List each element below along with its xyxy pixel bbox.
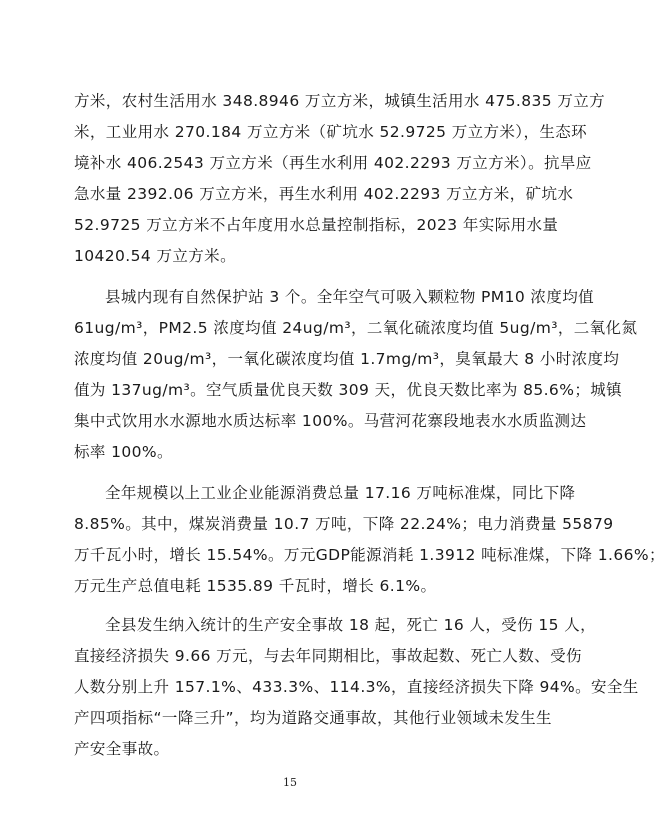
text-line: 急水量 2392.06 万立方米，再生水利用 402.2293 万立方米，矿坑水 (74, 185, 574, 203)
text-line: 县城内现有自然保护站 3 个。全年空气可吸入颗粒物 PM10 浓度均值 (105, 288, 595, 306)
text-line: 52.9725 万立方米不占年度用水总量控制指标，2023 年实际用水量 (74, 216, 559, 234)
text-line: 人数分别上升 157.1%、433.3%、114.3%，直接经济损失下降 94%。安全生 (74, 678, 639, 696)
text-line: 值为 137ug/m³。空气质量优良天数 309 天，优良天数比率为 85.6%；城镇 (74, 381, 623, 399)
text-line: 万元生产总值电耗 1535.89 千瓦时，增长 6.1%。 (74, 577, 437, 595)
text-line: 全县发生纳入统计的生产安全事故 18 起，死亡 16 人，受伤 15 人， (105, 616, 597, 634)
text-line: 浓度均值 20ug/m³，一氧化碳浓度均值 1.7mg/m³，臭氧最大 8 小时浓度均 (74, 350, 620, 368)
text-line: 集中式饮用水水源地水质达标率 100%。马营河花寨段地表水水质监测达 (74, 412, 587, 430)
text-line: 8.85%。其中，煤炭消费量 10.7 万吨，下降 22.24%；电力消费量 55879 (74, 515, 614, 533)
text-line: 境补水 406.2543 万立方米（再生水利用 402.2293 万立方米）。抗旱应 (74, 154, 592, 172)
text-line: 61ug/m³，PM2.5 浓度均值 24ug/m³，二氧化硫浓度均值 5ug/m³，二氧化氮 (74, 319, 638, 337)
text-line: 10420.54 万立方米。 (74, 247, 236, 265)
text-line: 产安全事故。 (74, 740, 170, 758)
paragraph-water-usage (74, 86, 606, 272)
text-line: 全年规模以上工业企业能源消费总量 17.16 万吨标准煤，同比下降 (105, 484, 576, 502)
text-line: 万千瓦小时，增长 15.54%。万元GDP能源消耗 1.3912 吨标准煤，下降 1.66%； (74, 546, 665, 564)
text-line: 方米，农村生活用水 348.8946 万立方米，城镇生活用水 475.835 万立方 (74, 92, 606, 110)
paragraph-environment (74, 282, 638, 468)
text-line: 标率 100%。 (74, 443, 173, 461)
text-line: 直接经济损失 9.66 万元，与去年同期相比，事故起数、死亡人数、受伤 (74, 647, 582, 665)
paragraph-energy (74, 478, 665, 602)
text-line: 产四项指标“一降三升”，均为道路交通事故，其他行业领域未发生生 (74, 709, 552, 727)
text-line: 米，工业用水 270.184 万立方米（矿坑水 52.9725 万立方米），生态环 (74, 123, 588, 141)
page-number: 15 (283, 776, 297, 789)
paragraph-safety (74, 610, 639, 765)
